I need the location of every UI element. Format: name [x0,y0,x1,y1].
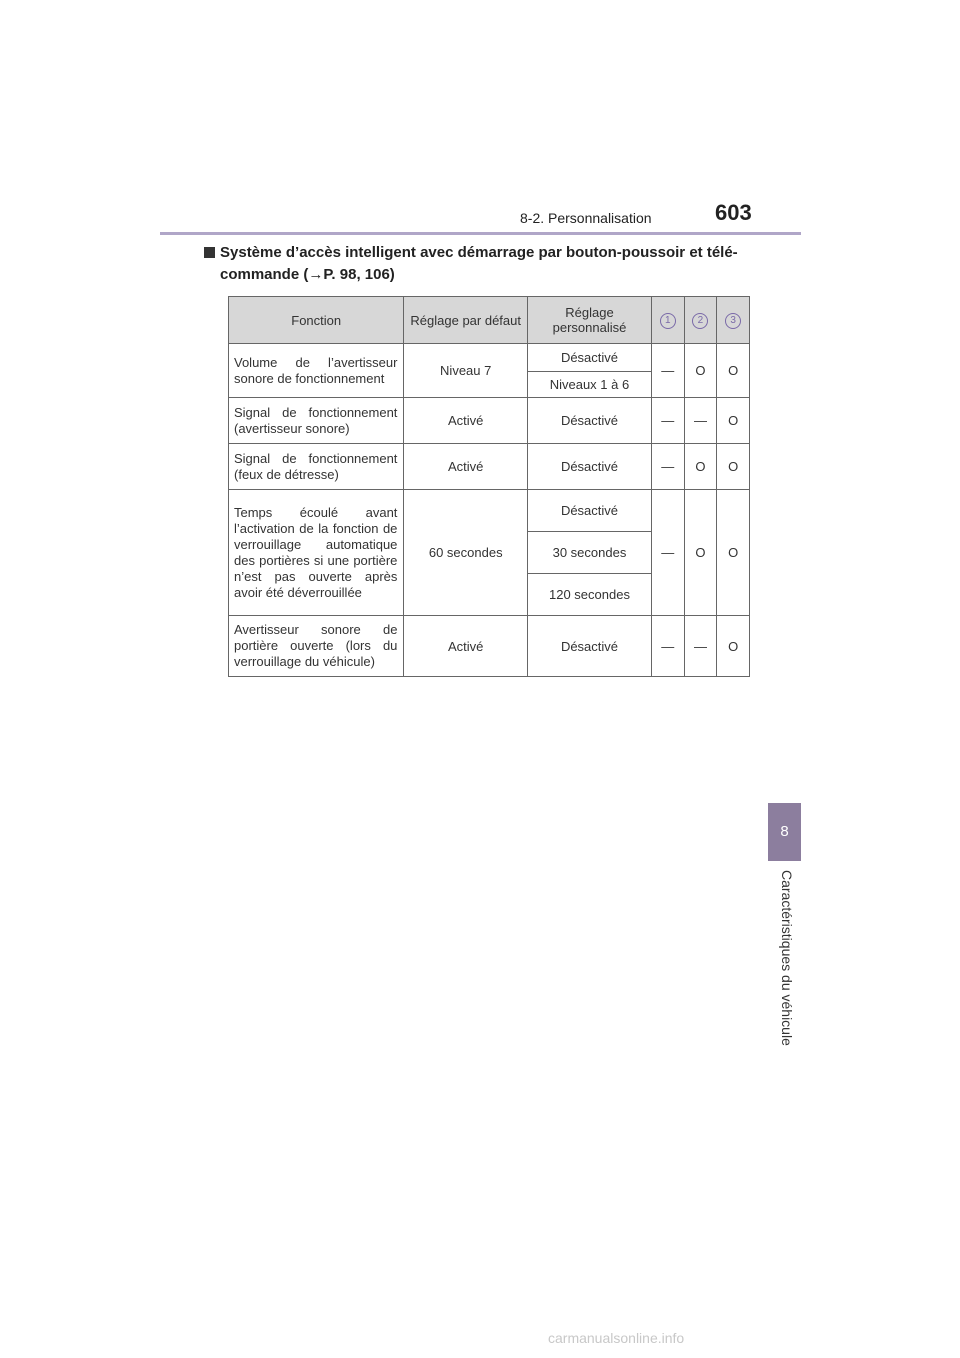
cell-mark-3: O [717,398,750,444]
number-1-icon: 1 [660,313,676,329]
cell-mark-2: O [684,490,717,616]
cell-custom: Désactivé [528,616,652,677]
header-col-3 [717,297,750,344]
cell-mark-1: — [651,616,684,677]
page-number: 603 [715,200,752,225]
header-function: Fonction [229,297,404,344]
cell-custom: Désactivé [528,398,652,444]
cell-mark-3: O [717,344,750,398]
cell-custom: 30 secondes [528,532,652,574]
table-header-row [229,297,750,344]
header-rule [160,232,801,235]
table-row [229,344,750,372]
chapter-label: Caractéristiques du véhicule [779,870,795,1046]
cell-mark-1: — [651,490,684,616]
cell-default: 60 secondes [404,490,528,616]
cell-mark-3: O [717,616,750,677]
cell-mark-1: — [651,344,684,398]
heading-line-1: Système d’accès intelligent avec démarrage par bouton-poussoir et télé- [220,244,738,261]
bullet-square-icon [204,247,215,258]
cell-function: Signal de fonctionnement (avertisseur sonore) [229,398,404,444]
heading-line-2: commande (→P. 98, 106) [220,266,395,283]
number-2-icon: 2 [692,313,708,329]
cell-custom: Désactivé [528,444,652,490]
table-row [229,444,750,490]
cell-mark-2: — [684,398,717,444]
cell-mark-3: O [717,490,750,616]
cell-custom: 120 secondes [528,574,652,616]
section-heading [220,242,760,286]
cell-mark-2: O [684,344,717,398]
header-custom: Réglage personnalisé [528,297,652,344]
cell-function: Temps écoulé avant l’activation de la fonction de verrouillage automatique des portières si une portière n’est pas ouverte après avoir été déverrouillée [229,490,404,616]
cell-mark-1: — [651,444,684,490]
cell-function: Volume de l’avertisseur sonore de fonctionnement [229,344,404,398]
cell-mark-2: O [684,444,717,490]
page-header-section: 8-2. Personnalisation [520,210,652,226]
cell-mark-3: O [717,444,750,490]
cell-custom: Niveaux 1 à 6 [528,372,652,398]
table-row [229,490,750,532]
cell-function: Avertisseur sonore de portière ouverte (lors du verrouillage du véhicule) [229,616,404,677]
cell-default: Activé [404,398,528,444]
cell-default: Activé [404,616,528,677]
cell-custom: Désactivé [528,344,652,372]
table-row [229,616,750,677]
header-col-2 [684,297,717,344]
cell-default: Niveau 7 [404,344,528,398]
table-row [229,398,750,444]
cell-mark-2: — [684,616,717,677]
watermark: carmanualsonline.info [548,1330,685,1346]
cell-custom: Désactivé [528,490,652,532]
cell-function: Signal de fonctionnement (feux de détresse) [229,444,404,490]
cell-default: Activé [404,444,528,490]
chapter-tab[interactable]: 8 [768,803,801,861]
number-3-icon: 3 [725,313,741,329]
settings-table [228,296,750,677]
header-col-1 [651,297,684,344]
cell-mark-1: — [651,398,684,444]
header-default: Réglage par défaut [404,297,528,344]
